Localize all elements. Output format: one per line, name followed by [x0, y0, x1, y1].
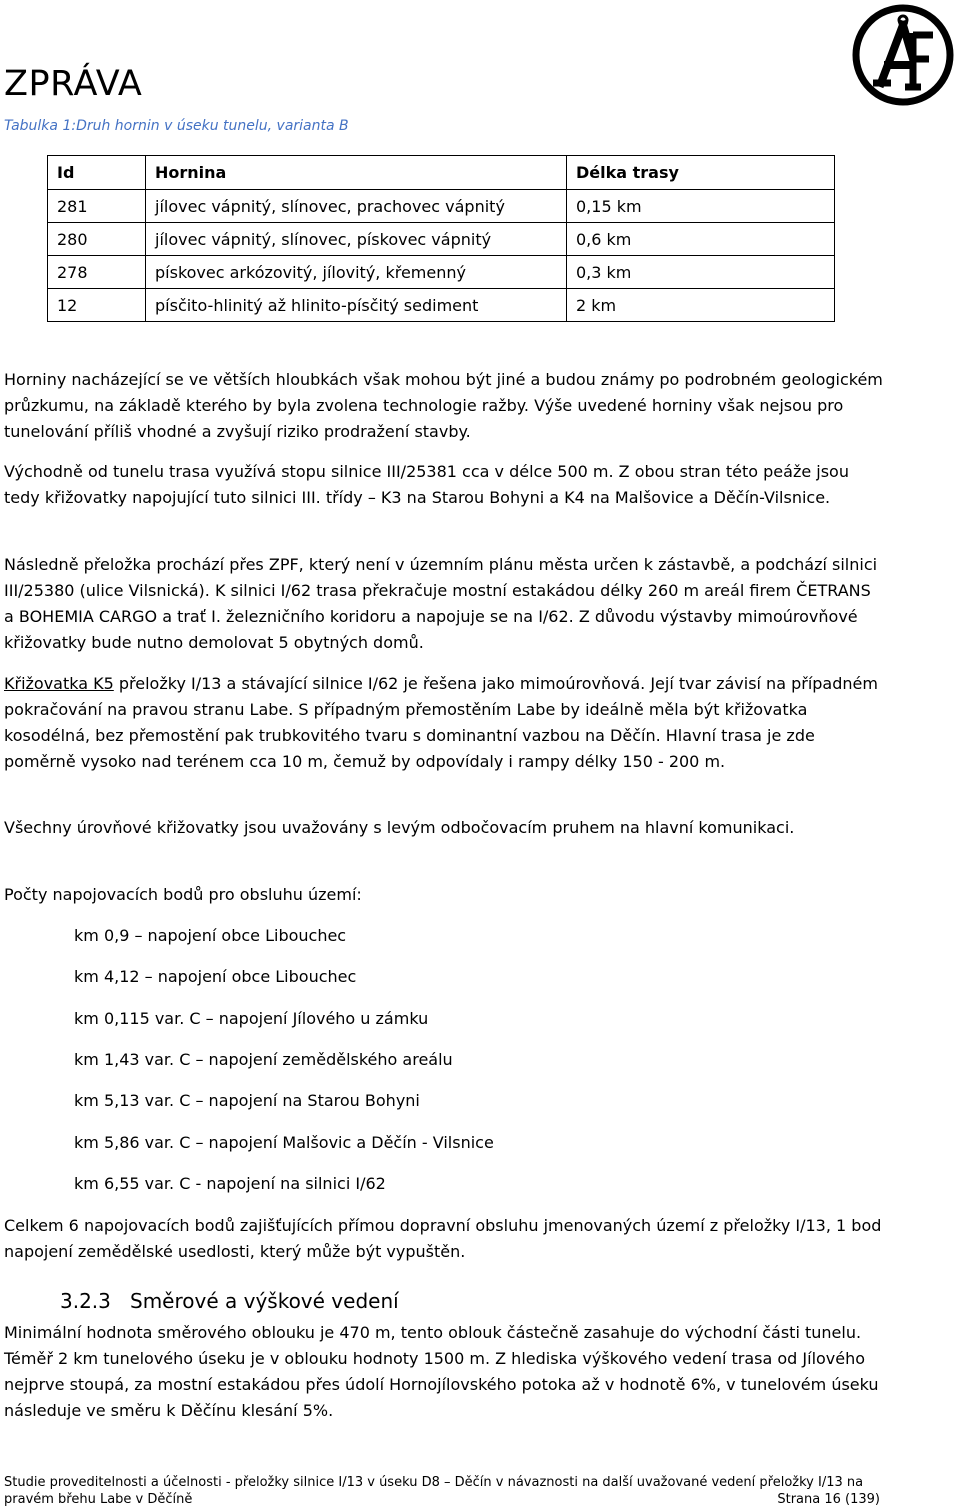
- column-header-length: Délka trasy: [567, 156, 835, 190]
- cell-rock: jílovec vápnitý, slínovec, prachovec vápnitý: [146, 190, 567, 223]
- cell-length: 0,6 km: [567, 223, 835, 256]
- cell-id: 278: [48, 256, 146, 289]
- paragraph-summary: Celkem 6 napojovacích bodů zajišťujících přímou dopravní obsluhu jmenovaných území z přeložky I/13, 1 bod napojení zemědělské usedlosti, který může být vypuštěn.: [4, 1216, 882, 1261]
- cell-id: 280: [48, 223, 146, 256]
- cell-id: 12: [48, 289, 146, 322]
- cell-length: 0,15 km: [567, 190, 835, 223]
- cell-id: 281: [48, 190, 146, 223]
- paragraph-connection-count: Počty napojovacích bodů pro obsluhu území:: [4, 885, 362, 904]
- page-number: Strana 16 (139): [777, 1492, 880, 1507]
- column-header-rock: Hornina: [146, 156, 567, 190]
- cell-length: 0,3 km: [567, 256, 835, 289]
- junction-k5-link[interactable]: Křižovatka K5: [4, 674, 114, 693]
- list-item: km 5,86 var. C – napojení Malšovic a Děčín - Vilsnice: [74, 1133, 494, 1152]
- rock-types-table: [47, 155, 835, 322]
- paragraph-alignment: Minimální hodnota směrového oblouku je 470 m, tento oblouk částečně zasahuje do východní části tunelu. Téměř 2 km tunelového úseku je v oblouku hodnoty 1500 m. Z hlediska výškového vedení trasa od Jílového nejprve stoupá, za mostní estakádou přes údolí Hornojílovského potoka až v hodnotě 6%, v tunelovém úseku následuje ve směru k Děčínu klesání 5%.: [4, 1323, 879, 1420]
- list-item: km 1,43 var. C – napojení zemědělského areálu: [74, 1050, 453, 1069]
- company-logo-icon: [851, 3, 955, 107]
- table-caption: Tabulka 1:Druh hornin v úseku tunelu, varianta B: [4, 118, 349, 134]
- cell-length: 2 km: [567, 289, 835, 322]
- junction-k5-text: přeložky I/13 a stávající silnice I/62 je řešena jako mimoúrovňová. Její tvar závisí na případném pokračování na pravou stranu Labe. S případným přemostěním Labe by ideálně měla být křižovatka kosodélná, bez přemostění pak trubkovitého tvaru s dominantní vazbou na Děčín. Hlavní trasa je zde poměrně vysoko nad terénem cca 10 m, čemuž by odpovídaly i rampy délky 150 - 200 m.: [4, 674, 878, 771]
- table-row: [48, 190, 835, 223]
- table-row: [48, 289, 835, 322]
- section-heading: [60, 1289, 399, 1313]
- table-row: [48, 256, 835, 289]
- column-header-id: Id: [48, 156, 146, 190]
- paragraph-zpf: Následně přeložka prochází přes ZPF, který není v územním plánu města určen k zástavbě, a podchází silnici III/25380 (ulice Vilsnická). K silnici I/62 trasa překračuje mostní estakádou délky 260 m areál firem ČETRANS a BOHEMIA CARGO a trať I. železničního koridoru a napojuje se na I/62. Z důvodu výstavby mimoúrovňové křižovatky bude nutno demolovat 5 obytných domů.: [4, 555, 878, 652]
- table-row: [48, 223, 835, 256]
- paragraph-geology: Horniny nacházející se ve větších hloubkách však mohou být jiné a budou známy po podrobném geologickém průzkumu, na základě kterého by byla zvolena technologie ražby. Výše uvedené horniny však nejsou pro tunelování příliš vhodné a zvyšují riziko prodražení stavby.: [4, 370, 883, 441]
- cell-rock: pískovec arkózovitý, jílovitý, křemenný: [146, 256, 567, 289]
- list-item: km 6,55 var. C - napojení na silnici I/62: [74, 1174, 386, 1193]
- list-item: km 4,12 – napojení obce Libouchec: [74, 967, 357, 986]
- section-title: Směrové a výškové vedení: [130, 1289, 399, 1313]
- list-item: km 0,9 – napojení obce Libouchec: [74, 926, 347, 945]
- cell-rock: jílovec vápnitý, slínovec, pískovec vápnitý: [146, 223, 567, 256]
- footer-text: Studie proveditelnosti a účelnosti - přeložky silnice I/13 v úseku D8 – Děčín v návaznosti na další uvažované vedení přeložky I/13 na pravém břehu Labe v Děčíně: [4, 1475, 864, 1507]
- page-footer: [4, 1474, 884, 1508]
- table-header-row: [48, 156, 835, 190]
- page-title: ZPRÁVA: [4, 64, 143, 104]
- list-item: km 5,13 var. C – napojení na Starou Bohyni: [74, 1091, 420, 1110]
- list-item: km 0,115 var. C – napojení Jílového u zámku: [74, 1009, 429, 1028]
- paragraph-level-junctions: Všechny úrovňové křižovatky jsou uvažovány s levým odbočovacím pruhem na hlavní komunikaci.: [4, 818, 795, 837]
- paragraph-east-tunnel: Východně od tunelu trasa využívá stopu silnice III/25381 cca v délce 500 m. Z obou stran této peáže jsou tedy křižovatky napojující tuto silnici III. třídy – K3 na Starou Bohyni a K4 na Malšovice a Děčín-Vilsnice.: [4, 462, 849, 507]
- cell-rock: písčito-hlinitý až hlinito-písčitý sediment: [146, 289, 567, 322]
- paragraph-junction-k5: [4, 671, 884, 775]
- section-number: 3.2.3: [60, 1289, 111, 1313]
